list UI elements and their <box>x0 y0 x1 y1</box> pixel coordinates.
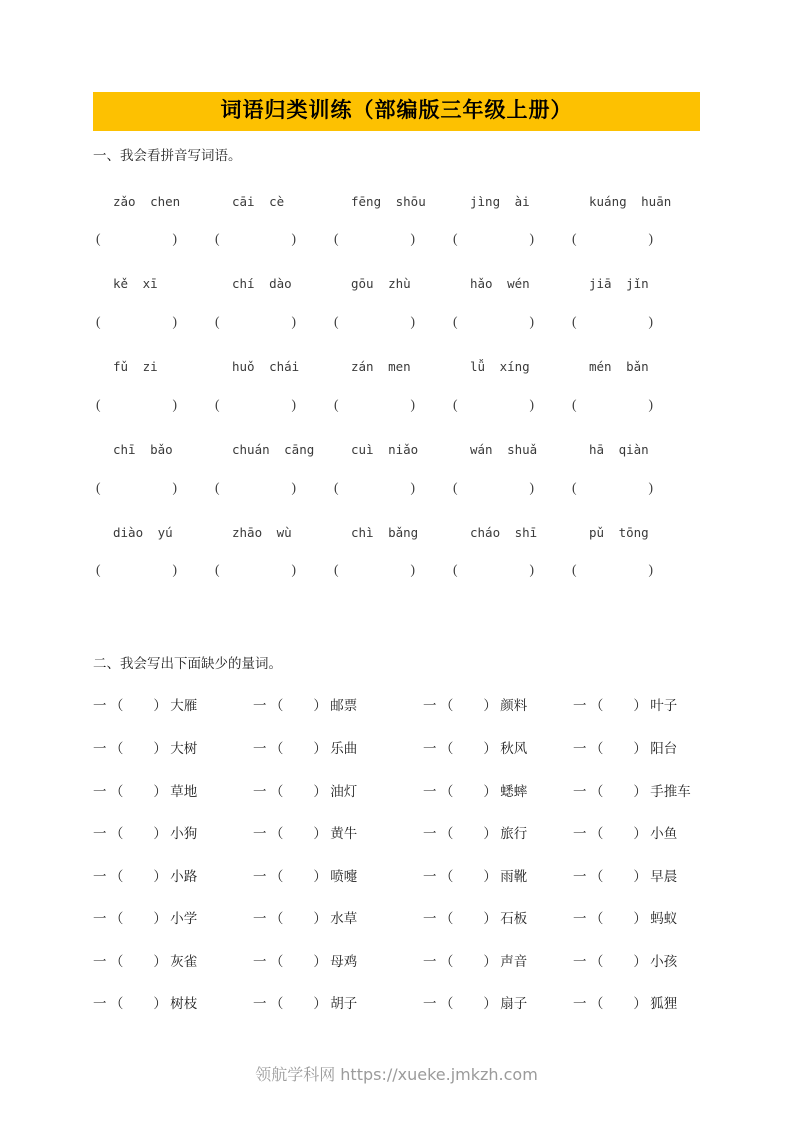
open-paren: ( <box>96 230 101 246</box>
close-paren: ) <box>648 562 653 578</box>
noun-label: 早晨 <box>646 868 678 884</box>
noun-label: 手推车 <box>646 783 691 799</box>
close-paren: ) <box>648 313 653 329</box>
open-paren: ( <box>453 479 458 495</box>
open-paren: ( <box>334 396 339 412</box>
noun-label: 颜料 <box>496 698 528 714</box>
quantity-prefix: 一 <box>253 783 270 799</box>
measure-word-item <box>573 698 703 714</box>
pinyin-word: kuáng huān <box>589 193 672 209</box>
open-paren: ( <box>215 230 220 246</box>
open-paren: （ <box>109 783 124 799</box>
open-paren: ( <box>572 396 577 412</box>
close-paren: ) <box>648 479 653 495</box>
pinyin-row <box>93 195 703 209</box>
answer-blank <box>572 562 691 578</box>
close-paren: ） <box>313 698 327 714</box>
pinyin-word: zǎo chen <box>113 193 181 209</box>
quantity-prefix: 一 <box>253 953 270 969</box>
open-paren: （ <box>589 783 604 799</box>
measure-word-item <box>573 954 703 970</box>
noun-label: 邮票 <box>326 698 358 714</box>
open-paren: ( <box>96 313 101 329</box>
measure-word-item <box>573 869 703 885</box>
answer-blank <box>215 397 334 413</box>
open-paren: （ <box>589 953 604 969</box>
measure-word-item <box>573 996 703 1012</box>
quantity-prefix: 一 <box>423 996 440 1012</box>
close-paren: ) <box>529 479 534 495</box>
measure-word-item <box>423 996 573 1012</box>
measure-word-item <box>573 826 703 842</box>
close-paren: ） <box>633 911 647 927</box>
pinyin-word: hā qiàn <box>589 442 649 458</box>
quantity-prefix: 一 <box>423 953 440 969</box>
pinyin-word: mén bǎn <box>589 359 649 375</box>
open-paren: （ <box>439 868 454 884</box>
close-paren: ) <box>529 562 534 578</box>
open-paren: （ <box>269 996 284 1012</box>
close-paren: ) <box>172 230 177 246</box>
quantity-prefix: 一 <box>93 953 110 969</box>
noun-label: 声音 <box>496 953 528 969</box>
pinyin-word: chuán cāng <box>232 442 315 458</box>
measure-word-item <box>253 784 423 800</box>
open-paren: ( <box>572 479 577 495</box>
close-paren: ) <box>291 479 296 495</box>
quantity-prefix: 一 <box>573 826 590 842</box>
close-paren: ) <box>529 396 534 412</box>
close-paren: ） <box>633 996 647 1012</box>
answer-blank <box>453 314 572 330</box>
open-paren: （ <box>439 741 454 756</box>
open-paren: ( <box>334 562 339 578</box>
close-paren: ) <box>291 396 296 412</box>
close-paren: ） <box>633 698 647 714</box>
pinyin-word: cāi cè <box>232 193 285 209</box>
close-paren: ） <box>153 911 167 927</box>
pinyin-word: jiā jǐn <box>589 276 649 292</box>
open-paren: （ <box>109 741 124 756</box>
open-paren: ( <box>453 562 458 578</box>
quantity-prefix: 一 <box>93 911 110 927</box>
noun-label: 喷嚏 <box>326 868 358 884</box>
section1-heading: 一、我会看拼音写词语。 <box>93 148 242 163</box>
open-paren: （ <box>589 911 604 927</box>
answer-blank <box>215 231 334 247</box>
answer-blank-row <box>93 562 703 578</box>
open-paren: ( <box>215 396 220 412</box>
open-paren: ( <box>572 562 577 578</box>
open-paren: （ <box>589 868 604 884</box>
quantity-prefix: 一 <box>93 868 110 884</box>
close-paren: ） <box>313 783 327 799</box>
quantity-prefix: 一 <box>423 741 440 756</box>
close-paren: ） <box>633 826 647 842</box>
open-paren: （ <box>109 698 124 714</box>
open-paren: （ <box>439 996 454 1012</box>
quantity-prefix: 一 <box>423 698 440 714</box>
open-paren: （ <box>109 996 124 1012</box>
noun-label: 叶子 <box>646 698 678 714</box>
close-paren: ） <box>313 911 327 927</box>
close-paren: ) <box>410 313 415 329</box>
quantity-prefix: 一 <box>253 868 270 884</box>
open-paren: （ <box>589 826 604 842</box>
pinyin-word: hǎo wén <box>470 276 530 292</box>
pinyin-row <box>93 526 703 540</box>
measure-word-item <box>93 869 253 885</box>
noun-label: 雨靴 <box>496 868 528 884</box>
quantity-prefix: 一 <box>93 996 110 1012</box>
answer-blank <box>572 314 691 330</box>
answer-blank <box>453 397 572 413</box>
open-paren: （ <box>269 826 284 842</box>
page-title: 词语归类训练（部编版三年级上册） <box>220 99 573 123</box>
noun-label: 大雁 <box>166 698 198 714</box>
open-paren: （ <box>109 953 124 969</box>
noun-label: 乐曲 <box>326 741 358 756</box>
answer-blank <box>96 314 215 330</box>
quantity-prefix: 一 <box>253 996 270 1012</box>
quantity-prefix: 一 <box>253 911 270 927</box>
answer-blank <box>572 231 691 247</box>
pinyin-word: chì bǎng <box>351 525 419 541</box>
pinyin-row <box>93 277 703 291</box>
open-paren: ( <box>215 479 220 495</box>
quantity-prefix: 一 <box>573 698 590 714</box>
answer-blank <box>334 480 453 496</box>
answer-blank <box>215 480 334 496</box>
title-banner <box>93 92 700 131</box>
measure-word-item <box>93 996 253 1012</box>
answer-blank <box>453 231 572 247</box>
open-paren: ( <box>572 230 577 246</box>
measure-word-item <box>423 784 573 800</box>
open-paren: ( <box>215 313 220 329</box>
close-paren: ） <box>483 698 497 714</box>
open-paren: （ <box>269 953 284 969</box>
measure-word-item <box>93 784 253 800</box>
measure-word-item <box>253 954 423 970</box>
pinyin-word: lǚ xíng <box>470 359 530 375</box>
quantity-prefix: 一 <box>93 783 110 799</box>
close-paren: ) <box>172 313 177 329</box>
noun-label: 小学 <box>166 911 198 927</box>
close-paren: ) <box>410 479 415 495</box>
quantity-prefix: 一 <box>423 868 440 884</box>
open-paren: （ <box>589 741 604 756</box>
answer-blank <box>334 231 453 247</box>
measure-word-grid <box>93 698 703 1011</box>
open-paren: ( <box>334 313 339 329</box>
open-paren: ( <box>215 562 220 578</box>
measure-word-item <box>253 826 423 842</box>
close-paren: ） <box>153 996 167 1012</box>
open-paren: （ <box>269 783 284 799</box>
noun-label: 小鱼 <box>646 826 678 842</box>
answer-blank <box>334 397 453 413</box>
pinyin-word: wán shuǎ <box>470 442 538 458</box>
open-paren: ( <box>96 396 101 412</box>
open-paren: （ <box>589 996 604 1012</box>
measure-word-item <box>423 869 573 885</box>
quantity-prefix: 一 <box>573 868 590 884</box>
quantity-prefix: 一 <box>573 911 590 927</box>
quantity-prefix: 一 <box>423 826 440 842</box>
close-paren: ) <box>172 396 177 412</box>
answer-blank-row <box>93 397 703 413</box>
pinyin-word: chī bǎo <box>113 442 173 458</box>
noun-label: 蟋蟀 <box>496 783 528 799</box>
pinyin-word: zán men <box>351 359 411 375</box>
close-paren: ) <box>291 562 296 578</box>
quantity-prefix: 一 <box>93 826 110 842</box>
close-paren: ） <box>483 741 497 756</box>
close-paren: ） <box>313 741 327 756</box>
close-paren: ) <box>410 230 415 246</box>
measure-word-item <box>93 826 253 842</box>
noun-label: 蚂蚁 <box>646 911 678 927</box>
noun-label: 草地 <box>166 783 198 799</box>
pinyin-word: cuì niǎo <box>351 442 419 458</box>
answer-blank <box>96 562 215 578</box>
noun-label: 狐狸 <box>646 996 678 1012</box>
measure-word-item <box>93 698 253 714</box>
pinyin-word: chí dào <box>232 276 292 292</box>
close-paren: ) <box>172 562 177 578</box>
pinyin-word: pǔ tōng <box>589 525 649 541</box>
noun-label: 扇子 <box>496 996 528 1012</box>
pinyin-exercise <box>93 195 703 578</box>
close-paren: ） <box>483 953 497 969</box>
noun-label: 旅行 <box>496 826 528 842</box>
close-paren: ） <box>633 741 647 756</box>
answer-blank <box>572 480 691 496</box>
open-paren: （ <box>109 911 124 927</box>
close-paren: ） <box>313 826 327 842</box>
close-paren: ) <box>648 396 653 412</box>
open-paren: ( <box>96 479 101 495</box>
open-paren: （ <box>439 953 454 969</box>
open-paren: （ <box>269 868 284 884</box>
open-paren: （ <box>439 911 454 927</box>
close-paren: ） <box>313 953 327 969</box>
quantity-prefix: 一 <box>253 698 270 714</box>
quantity-prefix: 一 <box>573 741 590 756</box>
noun-label: 灰雀 <box>166 953 198 969</box>
close-paren: ） <box>483 996 497 1012</box>
measure-word-item <box>93 911 253 927</box>
noun-label: 胡子 <box>326 996 358 1012</box>
noun-label: 黄牛 <box>326 826 358 842</box>
quantity-prefix: 一 <box>573 953 590 969</box>
answer-blank-row <box>93 480 703 496</box>
quantity-prefix: 一 <box>573 996 590 1012</box>
noun-label: 水草 <box>326 911 358 927</box>
open-paren: ( <box>453 396 458 412</box>
open-paren: （ <box>109 826 124 842</box>
measure-word-item <box>93 954 253 970</box>
measure-word-item <box>573 784 703 800</box>
pinyin-word: zhāo wù <box>232 525 292 541</box>
quantity-prefix: 一 <box>93 741 110 756</box>
open-paren: ( <box>96 562 101 578</box>
open-paren: （ <box>439 698 454 714</box>
answer-blank-row <box>93 231 703 247</box>
noun-label: 油灯 <box>326 783 358 799</box>
quantity-prefix: 一 <box>93 698 110 714</box>
noun-label: 小路 <box>166 868 198 884</box>
measure-word-item <box>93 741 253 757</box>
close-paren: ) <box>291 313 296 329</box>
close-paren: ） <box>153 826 167 842</box>
measure-word-item <box>423 954 573 970</box>
measure-word-item <box>423 698 573 714</box>
pinyin-word: huǒ chái <box>232 359 300 375</box>
quantity-prefix: 一 <box>253 741 270 756</box>
pinyin-word: fǔ zi <box>113 359 158 375</box>
open-paren: （ <box>109 868 124 884</box>
worksheet-content <box>93 148 703 1012</box>
close-paren: ） <box>633 953 647 969</box>
measure-word-item <box>253 698 423 714</box>
open-paren: ( <box>453 230 458 246</box>
close-paren: ） <box>313 996 327 1012</box>
close-paren: ） <box>153 783 167 799</box>
close-paren: ） <box>483 783 497 799</box>
measure-word-item <box>253 911 423 927</box>
answer-blank <box>96 397 215 413</box>
open-paren: （ <box>439 783 454 799</box>
open-paren: （ <box>269 911 284 927</box>
close-paren: ） <box>153 741 167 756</box>
section2-heading: 二、我会写出下面缺少的量词。 <box>93 655 282 671</box>
close-paren: ) <box>410 562 415 578</box>
answer-blank <box>453 480 572 496</box>
quantity-prefix: 一 <box>253 826 270 842</box>
measure-word-item <box>423 826 573 842</box>
pinyin-word: gōu zhù <box>351 276 411 292</box>
quantity-prefix: 一 <box>423 911 440 927</box>
noun-label: 石板 <box>496 911 528 927</box>
close-paren: ) <box>410 396 415 412</box>
close-paren: ） <box>483 868 497 884</box>
quantity-prefix: 一 <box>573 783 590 799</box>
measure-word-item <box>253 741 423 757</box>
quantity-prefix: 一 <box>423 783 440 799</box>
measure-word-item <box>573 911 703 927</box>
noun-label: 小狗 <box>166 826 198 842</box>
open-paren: ( <box>334 479 339 495</box>
close-paren: ） <box>313 868 327 884</box>
measure-word-item <box>423 911 573 927</box>
close-paren: ） <box>483 911 497 927</box>
pinyin-word: fēng shōu <box>351 193 426 209</box>
answer-blank <box>572 397 691 413</box>
noun-label: 母鸡 <box>326 953 358 969</box>
open-paren: （ <box>589 698 604 714</box>
close-paren: ） <box>633 783 647 799</box>
close-paren: ) <box>529 230 534 246</box>
close-paren: ) <box>648 230 653 246</box>
answer-blank <box>334 562 453 578</box>
footer-credit: 领航学科网 https://xueke.jmkzh.com <box>255 1065 538 1084</box>
close-paren: ） <box>153 953 167 969</box>
answer-blank <box>215 562 334 578</box>
open-paren: （ <box>269 698 284 714</box>
pinyin-word: kě xī <box>113 276 158 292</box>
close-paren: ) <box>172 479 177 495</box>
close-paren: ) <box>291 230 296 246</box>
close-paren: ） <box>153 698 167 714</box>
answer-blank-row <box>93 314 703 330</box>
answer-blank <box>453 562 572 578</box>
pinyin-word: jìng ài <box>470 193 530 209</box>
close-paren: ) <box>529 313 534 329</box>
open-paren: ( <box>334 230 339 246</box>
answer-blank <box>334 314 453 330</box>
answer-blank <box>96 231 215 247</box>
noun-label: 小孩 <box>646 953 678 969</box>
close-paren: ） <box>633 868 647 884</box>
pinyin-row <box>93 360 703 374</box>
pinyin-word: diào yú <box>113 525 173 541</box>
noun-label: 阳台 <box>646 741 678 756</box>
open-paren: ( <box>572 313 577 329</box>
answer-blank <box>215 314 334 330</box>
pinyin-row <box>93 443 703 457</box>
close-paren: ） <box>153 868 167 884</box>
measure-word-item <box>423 741 573 757</box>
measure-word-item <box>253 996 423 1012</box>
open-paren: ( <box>453 313 458 329</box>
noun-label: 树枝 <box>166 996 198 1012</box>
close-paren: ） <box>483 826 497 842</box>
measure-word-item <box>573 741 703 757</box>
noun-label: 大树 <box>166 741 198 756</box>
open-paren: （ <box>269 741 284 756</box>
answer-blank <box>96 480 215 496</box>
noun-label: 秋风 <box>496 741 528 756</box>
pinyin-word: cháo shī <box>470 525 538 541</box>
measure-word-item <box>253 869 423 885</box>
open-paren: （ <box>439 826 454 842</box>
